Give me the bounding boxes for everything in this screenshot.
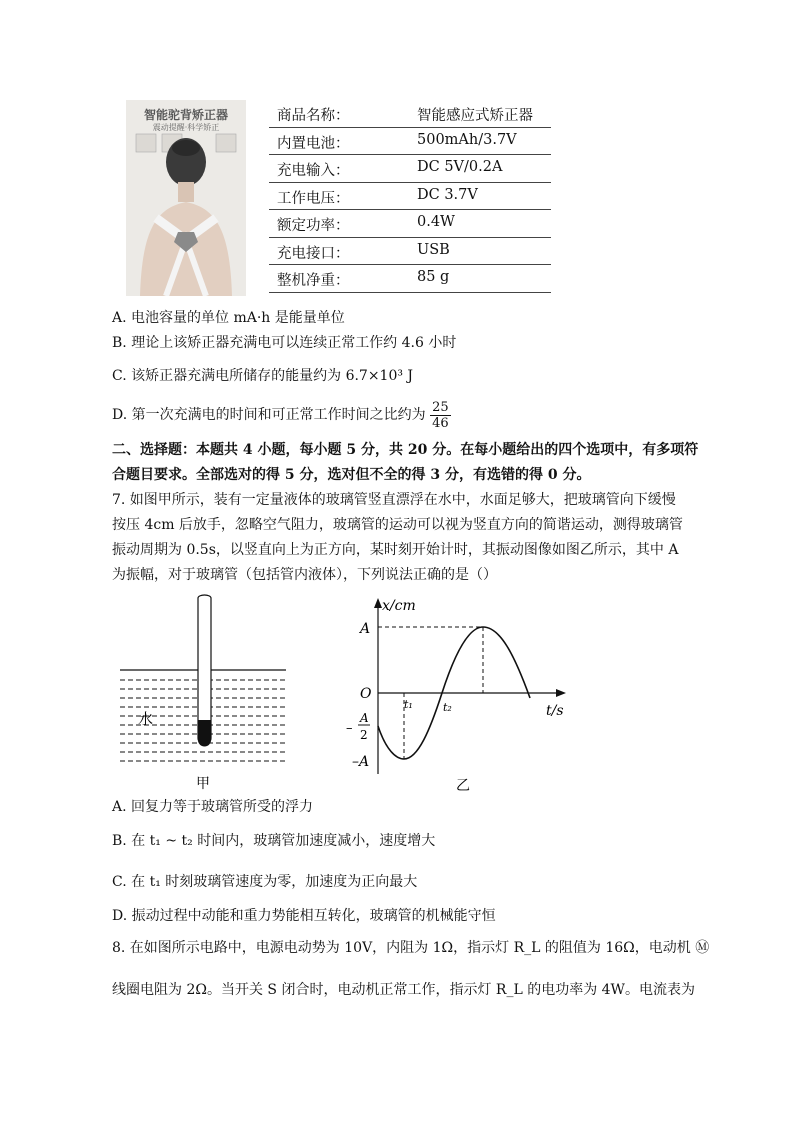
q8-stem-line2: 线圈电阻为 2Ω。当开关 S 闭合时，电动机正常工作，指示灯 R_L 的电功率为 4W。电流表为 bbox=[112, 982, 695, 998]
spec-value: USB bbox=[417, 241, 450, 258]
q7-stem-line1: 7. 如图甲所示，装有一定量液体的玻璃管竖直漂浮在水中，水面足够大，把玻璃管向下缓慢 bbox=[112, 492, 676, 508]
q7-stem-line2: 按压 4cm 后放手，忽略空气阻力，玻璃管的运动可以视为竖直方向的简谐运动，测得玻璃管 bbox=[112, 517, 683, 533]
spec-value: DC 3.7V bbox=[417, 186, 478, 203]
q6-option-d-fraction bbox=[430, 400, 451, 431]
amplitude-label: A bbox=[360, 621, 371, 637]
t2-label: t₂ bbox=[443, 701, 452, 714]
half-amplitude-numerator: A bbox=[360, 711, 369, 725]
half-amplitude-denominator: 2 bbox=[360, 728, 368, 742]
figure-yi-caption: 乙 bbox=[456, 778, 470, 794]
fraction-denominator: 46 bbox=[432, 415, 449, 431]
origin-label: O bbox=[360, 686, 372, 702]
product-image bbox=[126, 100, 246, 296]
q6-option-b: B. 理论上该矫正器充满电可以连续正常工作约 4.6 小时 bbox=[112, 335, 457, 351]
q7-stem-line3: 振动周期为 0.5s，以竖直向上为正方向，某时刻开始计时，其振动图像如图乙所示，其中 A bbox=[112, 542, 679, 558]
figure-jia bbox=[116, 592, 296, 792]
q7-stem-line4: 为振幅，对于玻璃管（包括管内液体），下列说法正确的是（） bbox=[112, 567, 497, 583]
q6-option-c: C. 该矫正器充满电所储存的能量约为 6.7×10³ J bbox=[112, 368, 414, 384]
product-image-title: 智能驼背矫正器 bbox=[143, 108, 228, 122]
q8-stem-line1: 8. 在如图所示电路中，电源电动势为 10V，内阻为 1Ω，指示灯 R_L 的阻值为 16Ω，电动机 Ⓜ bbox=[112, 940, 710, 956]
spec-row bbox=[269, 100, 551, 128]
spec-name: 工作电压： bbox=[277, 190, 350, 207]
q7-option-c: C. 在 t₁ 时刻玻璃管速度为零，加速度为正向最大 bbox=[112, 874, 418, 890]
spec-row bbox=[269, 183, 551, 211]
q7-option-a: A. 回复力等于玻璃管所受的浮力 bbox=[112, 799, 314, 815]
spec-table bbox=[269, 100, 551, 293]
spec-row bbox=[269, 238, 551, 266]
spec-value: 智能感应式矫正器 bbox=[417, 108, 533, 124]
spec-row bbox=[269, 210, 551, 238]
posture-figure bbox=[126, 100, 246, 296]
spec-name: 内置电池： bbox=[277, 135, 350, 152]
negative-amplitude-label: –A bbox=[352, 754, 370, 770]
spec-row bbox=[269, 265, 551, 293]
q6-option-d-text: D. 第一次充满电的时间和可正常工作时间之比约为 bbox=[112, 407, 426, 423]
spec-name: 充电接口： bbox=[277, 245, 350, 262]
section-heading-line2: 合题目要求。全部选对的得 5 分，选对但不全的得 3 分，有选错的得 0 分。 bbox=[112, 467, 591, 483]
half-amplitude-sign: – bbox=[346, 721, 353, 736]
spec-value: 85 g bbox=[417, 269, 450, 285]
q6-option-a: A. 电池容量的单位 mA·h 是能量单位 bbox=[112, 310, 345, 326]
figure-jia-caption: 甲 bbox=[196, 776, 210, 792]
spec-name: 整机净重： bbox=[277, 273, 350, 289]
spec-name: 商品名称： bbox=[277, 108, 350, 124]
spec-name: 充电输入： bbox=[277, 163, 350, 179]
spec-value: 500mAh/3.7V bbox=[417, 131, 517, 148]
q6-option-d bbox=[112, 398, 451, 432]
water-label: 水 bbox=[138, 710, 154, 728]
q7-option-d: D. 振动过程中动能和重力势能相互转化，玻璃管的机械能守恒 bbox=[112, 908, 496, 924]
y-axis-label: x/cm bbox=[382, 598, 416, 614]
spec-value: DC 5V/0.2A bbox=[417, 159, 503, 175]
product-image-subtitle: 震动提醒·科学矫正 bbox=[152, 123, 220, 132]
q7-option-b: B. 在 t₁ ~ t₂ 时间内，玻璃管加速度减小，速度增大 bbox=[112, 833, 436, 849]
spec-value: 0.4W bbox=[417, 214, 455, 230]
spec-row bbox=[269, 155, 551, 183]
spec-row bbox=[269, 128, 551, 156]
fraction-numerator: 25 bbox=[432, 399, 449, 415]
spec-name: 额定功率： bbox=[277, 218, 350, 234]
section-heading-line1: 二、选择题：本题共 4 小题，每小题 5 分，共 20 分。在每小题给出的四个选项中，有多项符 bbox=[112, 442, 699, 458]
figure-yi bbox=[338, 590, 578, 798]
t1-label: t₁ bbox=[404, 698, 413, 711]
x-axis-label: t/s bbox=[546, 703, 564, 719]
